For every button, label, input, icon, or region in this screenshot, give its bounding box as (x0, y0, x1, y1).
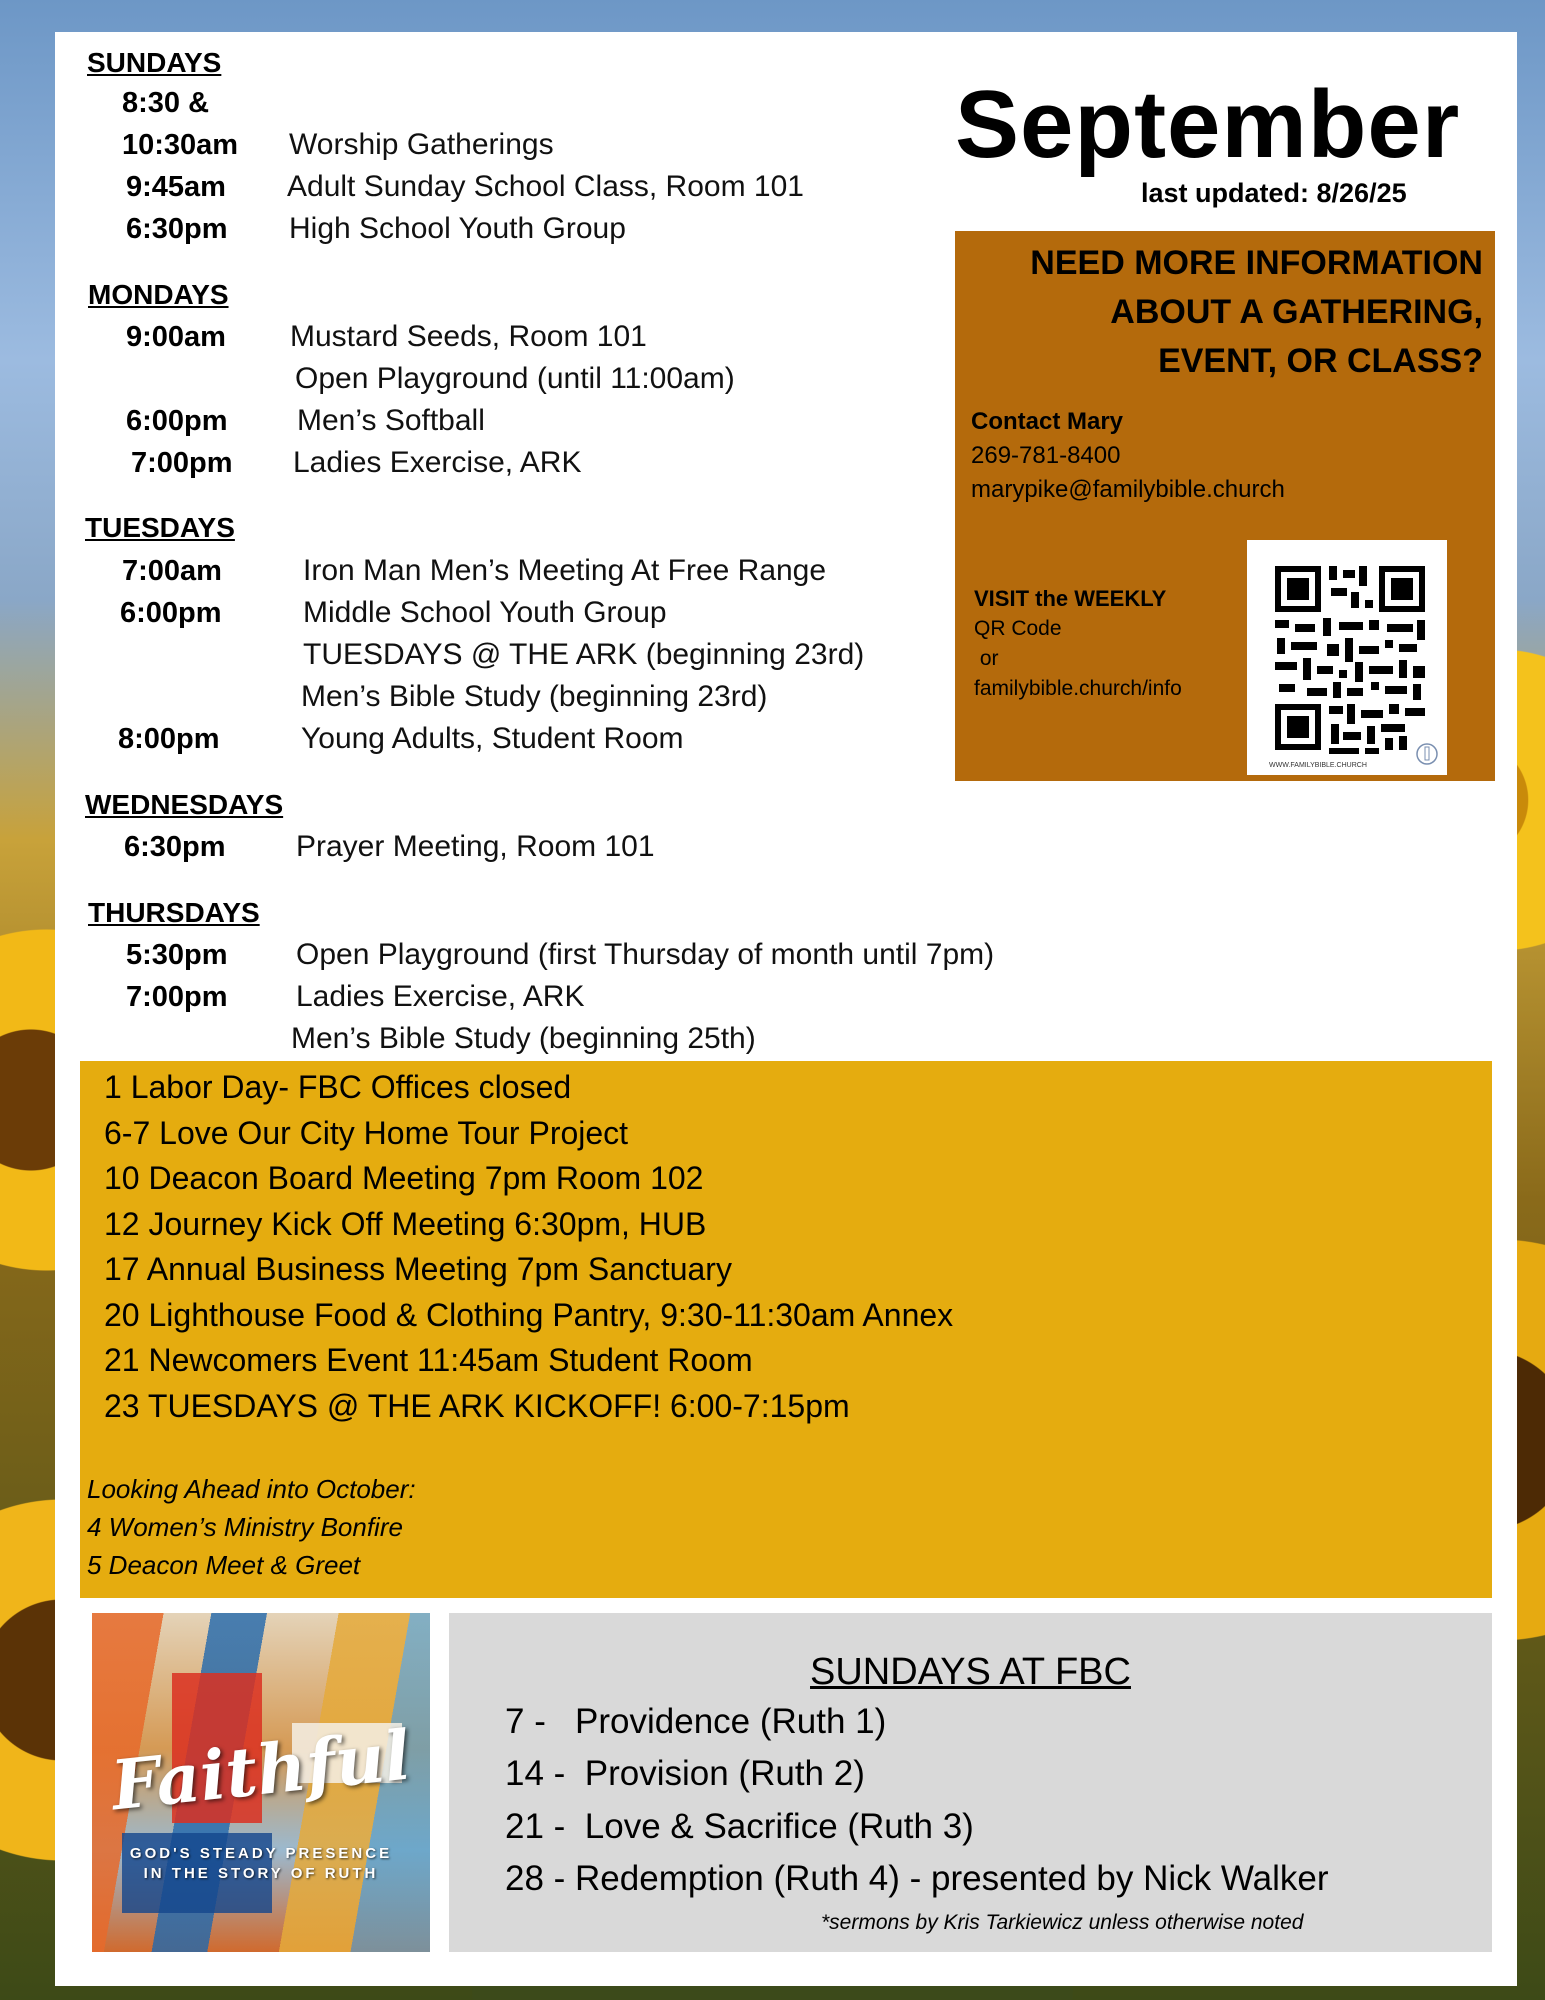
visit-label: VISIT the WEEKLY (974, 586, 1167, 611)
monday-time-1: 9:00am (126, 321, 226, 353)
contact-phone[interactable]: 269-781-8400 (971, 442, 1121, 469)
tuesday-activity-3: TUESDAYS @ THE ARK (beginning 23rd) (303, 638, 865, 671)
series-subtitle-line-1: GOD'S STEADY PRESENCE (129, 1845, 393, 1862)
monday-activity-3: Men’s Softball (297, 404, 485, 437)
tuesday-time-5: 8:00pm (118, 723, 220, 755)
sermon-note: *sermons by Kris Tarkiewicz unless otherwise noted (821, 1911, 1304, 1934)
flyer-card (55, 32, 1517, 1986)
looking-ahead-item: 4 Women’s Ministry Bonfire (87, 1512, 403, 1542)
thursday-time-1: 5:30pm (126, 939, 228, 971)
info-url[interactable]: familybible.church/info (974, 677, 1182, 700)
qr-code-icon (1247, 540, 1447, 775)
tuesday-activity-5: Young Adults, Student Room (301, 722, 684, 755)
event-item: 21 Newcomers Event 11:45am Student Room (104, 1342, 753, 1378)
event-item: 1 Labor Day- FBC Offices closed (104, 1069, 572, 1105)
event-item: 20 Lighthouse Food & Clothing Pantry, 9:30-11:30am Annex (104, 1297, 954, 1333)
tuesdays-heading: TUESDAYS (85, 512, 235, 543)
sunday-time-2: 10:30am (122, 129, 239, 161)
contact-label: Contact Mary (971, 408, 1124, 435)
event-item: 10 Deacon Board Meeting 7pm Room 102 (104, 1160, 704, 1196)
sermon-item: 28 - Redemption (Ruth 4) - presented by Nick Walker (505, 1859, 1329, 1898)
wednesday-activity-1: Prayer Meeting, Room 101 (296, 830, 655, 863)
looking-ahead-heading: Looking Ahead into October: (87, 1474, 416, 1504)
info-heading-line-1: NEED MORE INFORMATION (1030, 244, 1483, 282)
thursday-activity-1: Open Playground (first Thursday of month until 7pm) (296, 938, 995, 971)
sunday-time-4: 6:30pm (126, 213, 228, 245)
wednesday-time-1: 6:30pm (124, 831, 226, 863)
looking-ahead-item: 5 Deacon Meet & Greet (87, 1550, 361, 1580)
info-heading (1030, 239, 1483, 386)
tuesday-activity-1: Iron Man Men’s Meeting At Free Range (303, 554, 827, 587)
mondays-heading: MONDAYS (88, 279, 229, 310)
thursday-activity-2: Ladies Exercise, ARK (296, 980, 585, 1013)
sermon-item: 7 - Providence (Ruth 1) (505, 1702, 887, 1741)
series-title: Faithful (107, 1715, 415, 1827)
info-heading-line-3: EVENT, OR CLASS? (1158, 342, 1483, 380)
thursdays-heading: THURSDAYS (88, 897, 260, 928)
tuesday-activity-2: Middle School Youth Group (303, 596, 667, 629)
faithful-series-art (92, 1613, 430, 1952)
sundays-at-fbc-box (449, 1613, 1492, 1952)
event-item: 23 TUESDAYS @ THE ARK KICKOFF! 6:00-7:15pm (104, 1388, 850, 1424)
sundays-heading: SUNDAYS (87, 47, 222, 78)
monday-activity-1: Mustard Seeds, Room 101 (290, 320, 647, 353)
sunday-time-3: 9:45am (126, 171, 226, 203)
qr-label: QR Code (974, 617, 1062, 640)
events-box (80, 1061, 1492, 1598)
sermon-item: 21 - Love & Sacrifice (Ruth 3) (505, 1807, 974, 1846)
sunday-activity-4: High School Youth Group (289, 212, 626, 245)
sundays-at-fbc-title: SUNDAYS AT FBC (810, 1651, 1131, 1693)
or-label: or (974, 647, 999, 670)
event-item: 6-7 Love Our City Home Tour Project (104, 1115, 629, 1151)
tuesday-time-2: 6:00pm (120, 597, 222, 629)
tuesday-time-1: 7:00am (122, 555, 222, 587)
last-updated: last updated: 8/26/25 (1141, 178, 1407, 208)
qr-footer-text: WWW.FAMILYBIBLE.CHURCH (1269, 762, 1367, 769)
wednesdays-heading: WEDNESDAYS (85, 789, 284, 820)
event-item: 17 Annual Business Meeting 7pm Sanctuary (104, 1251, 732, 1287)
event-item: 12 Journey Kick Off Meeting 6:30pm, HUB (104, 1206, 707, 1242)
sunday-activity-2: Worship Gatherings (289, 128, 554, 161)
qr-code[interactable] (1247, 540, 1447, 775)
tuesday-activity-4: Men’s Bible Study (beginning 23rd) (301, 680, 768, 713)
info-heading-line-2: ABOUT A GATHERING, (1110, 293, 1483, 331)
thursday-time-2: 7:00pm (126, 981, 228, 1013)
thursday-activity-3: Men’s Bible Study (beginning 25th) (291, 1022, 756, 1055)
sunday-time-1: 8:30 & (122, 87, 210, 119)
monday-time-3: 6:00pm (126, 405, 228, 437)
monday-activity-2: Open Playground (until 11:00am) (295, 362, 735, 395)
monday-time-4: 7:00pm (131, 447, 233, 479)
month-title: September (955, 71, 1461, 178)
monday-activity-4: Ladies Exercise, ARK (293, 446, 582, 479)
series-subtitle-line-2: IN THE STORY OF RUTH (143, 1865, 379, 1882)
sunday-activity-3: Adult Sunday School Class, Room 101 (287, 170, 804, 203)
sermon-item: 14 - Provision (Ruth 2) (505, 1754, 865, 1793)
contact-email[interactable]: marypike@familybible.church (971, 476, 1285, 503)
